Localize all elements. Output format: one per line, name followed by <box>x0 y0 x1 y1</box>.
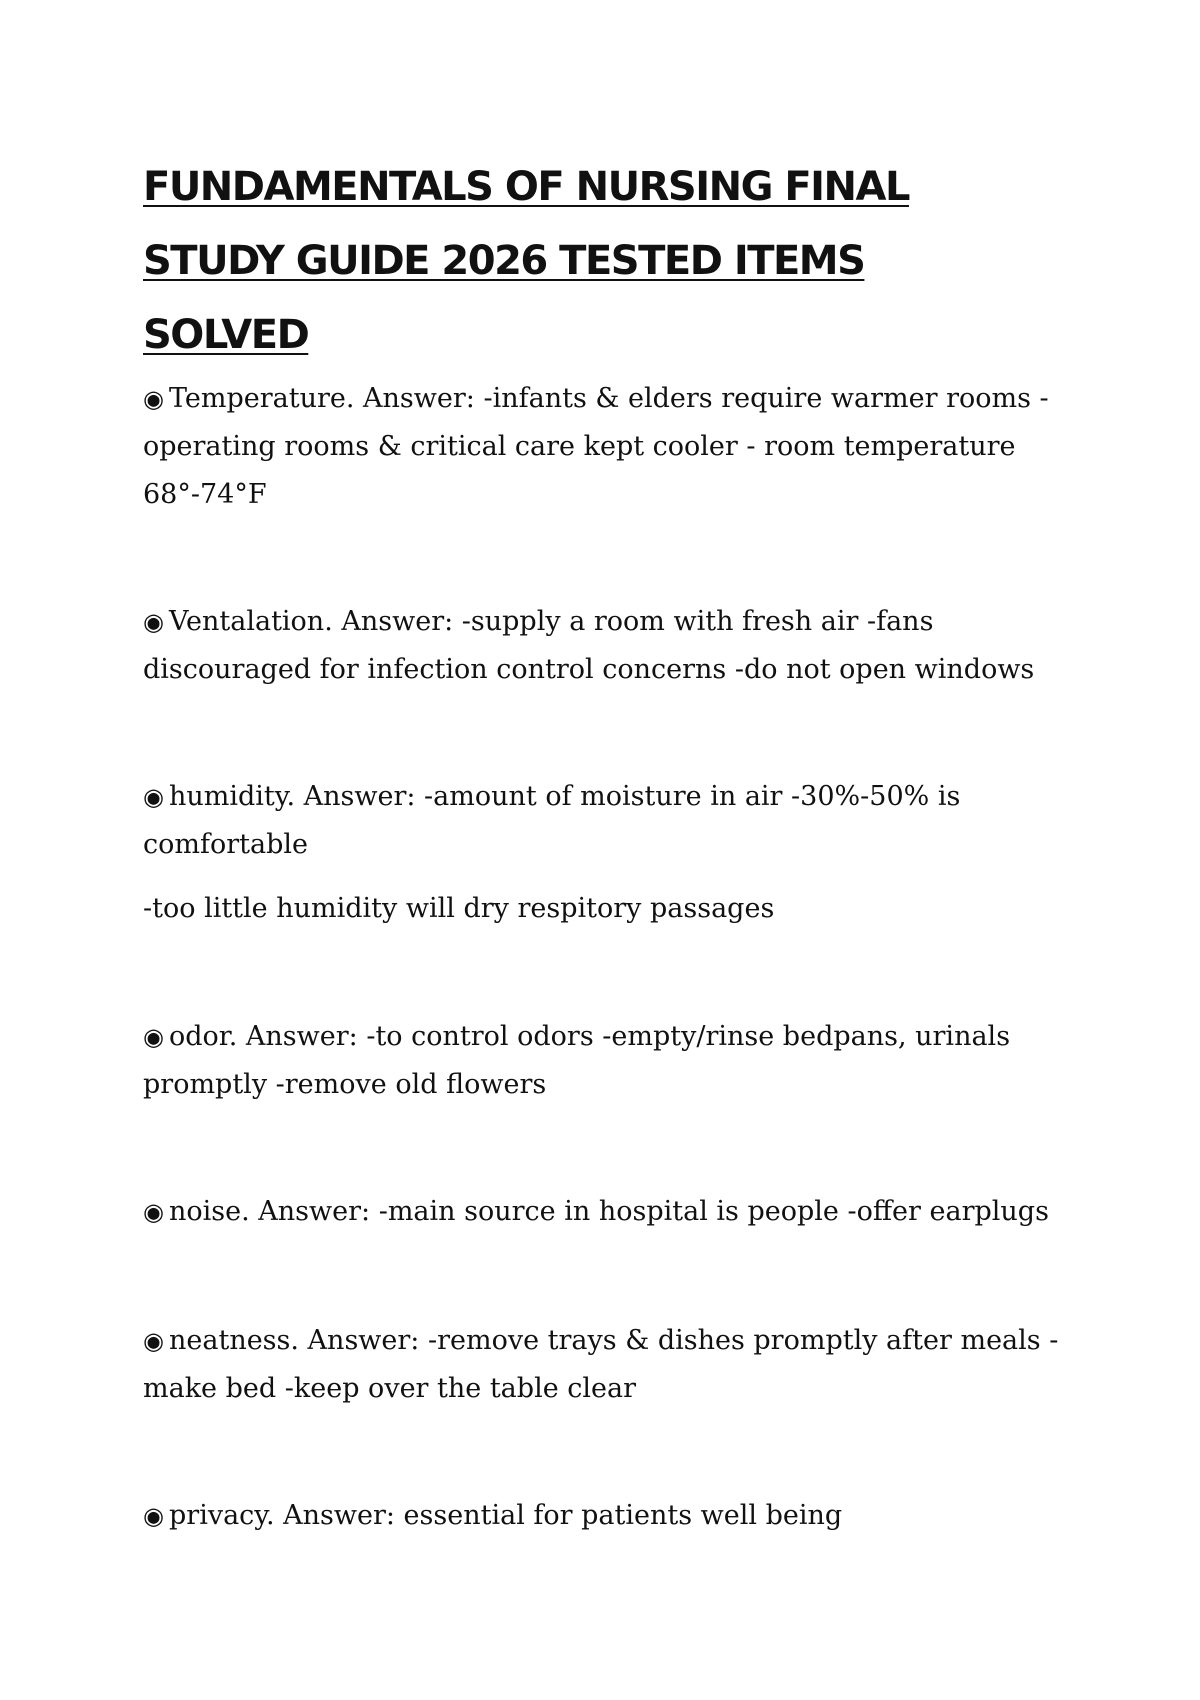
qa-text: ◉ odor. Answer: -to control odors -empty/rinse bedpans, urinals promptly -remove old flowers <box>143 1013 1063 1109</box>
qa-item-odor <box>143 1013 1063 1109</box>
document-title: FUNDAMENTALS OF NURSING FINAL STUDY GUIDE 2026 TESTED ITEMS SOLVED <box>143 164 909 358</box>
qa-text: ◉ noise. Answer: -main source in hospital is people -offer earplugs <box>143 1188 1063 1236</box>
bullet-icon: ◉ <box>143 783 164 811</box>
qa-item-temperature <box>143 375 1063 519</box>
qa-item-ventilation <box>143 598 1063 694</box>
bullet-icon: ◉ <box>143 1327 164 1355</box>
qa-item-privacy <box>143 1492 1063 1540</box>
qa-text: ◉ neatness. Answer: -remove trays & dishes promptly after meals - make bed -keep over the table clear <box>143 1317 1063 1413</box>
document-page <box>143 150 1063 372</box>
bullet-icon: ◉ <box>143 1502 164 1530</box>
bullet-icon: ◉ <box>143 1198 164 1226</box>
qa-text: ◉ Ventalation. Answer: -supply a room with fresh air -fans discouraged for infection control concerns -do not open windows <box>143 598 1063 694</box>
qa-item-humidity <box>143 773 1063 933</box>
qa-text: ◉ humidity. Answer: -amount of moisture in air -30%-50% is comfortable <box>143 773 1063 869</box>
bullet-icon: ◉ <box>143 608 164 636</box>
qa-item-noise <box>143 1188 1063 1236</box>
bullet-icon: ◉ <box>143 385 164 413</box>
qa-item-neatness <box>143 1317 1063 1413</box>
qa-continuation: -too little humidity will dry respitory passages <box>143 893 775 924</box>
bullet-icon: ◉ <box>143 1023 164 1051</box>
qa-text: ◉ privacy. Answer: essential for patients well being <box>143 1492 1063 1540</box>
qa-text: ◉ Temperature. Answer: -infants & elders require warmer rooms - operating rooms & critical care kept cooler - room temperature 68°-74°F <box>143 375 1063 519</box>
